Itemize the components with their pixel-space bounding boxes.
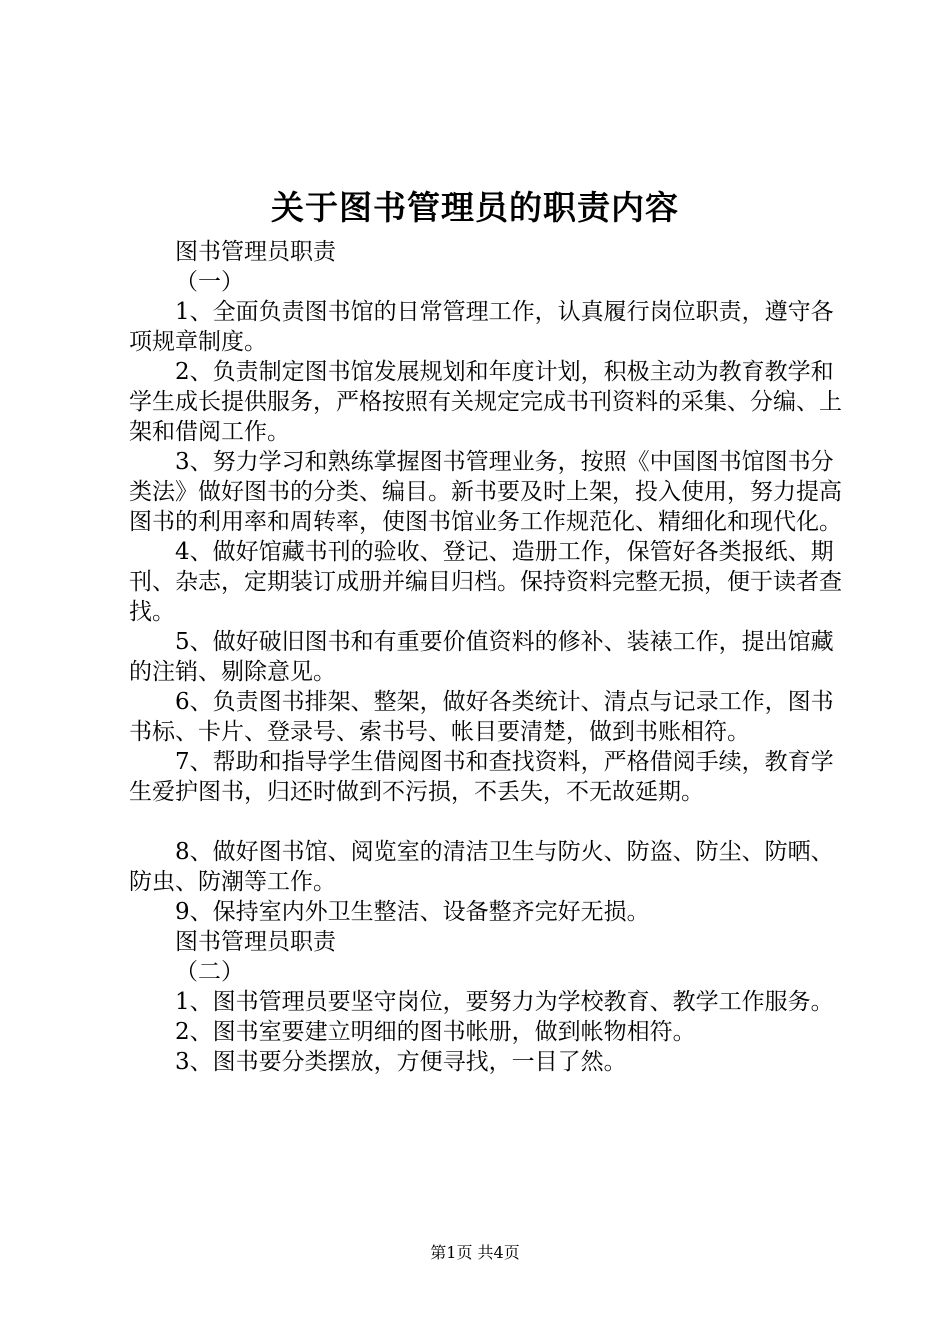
document-body — [129, 237, 845, 1077]
section-number: （二） — [175, 959, 244, 985]
page-footer: 第1页 共4页 — [430, 1243, 520, 1262]
paragraph: 1、图书管理员要坚守岗位，要努力为学校教育、教学工作服务。 — [175, 989, 834, 1015]
paragraph: 3、图书要分类摆放，方便寻找，一目了然。 — [175, 1049, 627, 1075]
paragraph: 9、保持室内外卫生整洁、设备整齐完好无损。 — [175, 899, 650, 925]
section-heading: 图书管理员职责 — [175, 929, 336, 955]
paragraph-gap — [129, 807, 845, 837]
paragraph: 3、努力学习和熟练掌握图书管理业务，按照《中国图书馆图书分类法》做好图书的分类、编目。新书要及时上架，投入使用，努力提高图书的利用率和周转率，使图书馆业务工作规范化、精细化和现代化。 — [129, 449, 842, 535]
section-heading: 图书管理员职责 — [175, 239, 336, 265]
paragraph: 1、全面负责图书馆的日常管理工作，认真履行岗位职责，遵守各项规章制度。 — [129, 299, 834, 355]
paragraph: 6、负责图书排架、整架，做好各类统计、清点与记录工作，图书书标、卡片、登录号、索书号、帐目要清楚，做到书账相符。 — [129, 689, 834, 745]
section-number: （一） — [175, 269, 244, 295]
paragraph: 5、做好破旧图书和有重要价值资料的修补、装裱工作，提出馆藏的注销、剔除意见。 — [129, 629, 834, 685]
paragraph: 8、做好图书馆、阅览室的清洁卫生与防火、防盗、防尘、防晒、防虫、防潮等工作。 — [129, 839, 834, 895]
document-title: 关于图书管理员的职责内容 — [271, 188, 679, 227]
paragraph: 2、负责制定图书馆发展规划和年度计划，积极主动为教育教学和学生成长提供服务，严格按照有关规定完成书刊资料的采集、分编、上架和借阅工作。 — [129, 359, 842, 445]
paragraph: 2、图书室要建立明细的图书帐册，做到帐物相符。 — [175, 1019, 696, 1045]
paragraph: 4、做好馆藏书刊的验收、登记、造册工作，保管好各类报纸、期刊、杂志，定期装订成册并编目归档。保持资料完整无损，便于读者查找。 — [129, 539, 842, 625]
paragraph: 7、帮助和指导学生借阅图书和查找资料，严格借阅手续，教育学生爱护图书，归还时做到不污损，不丢失，不无故延期。 — [129, 749, 834, 805]
